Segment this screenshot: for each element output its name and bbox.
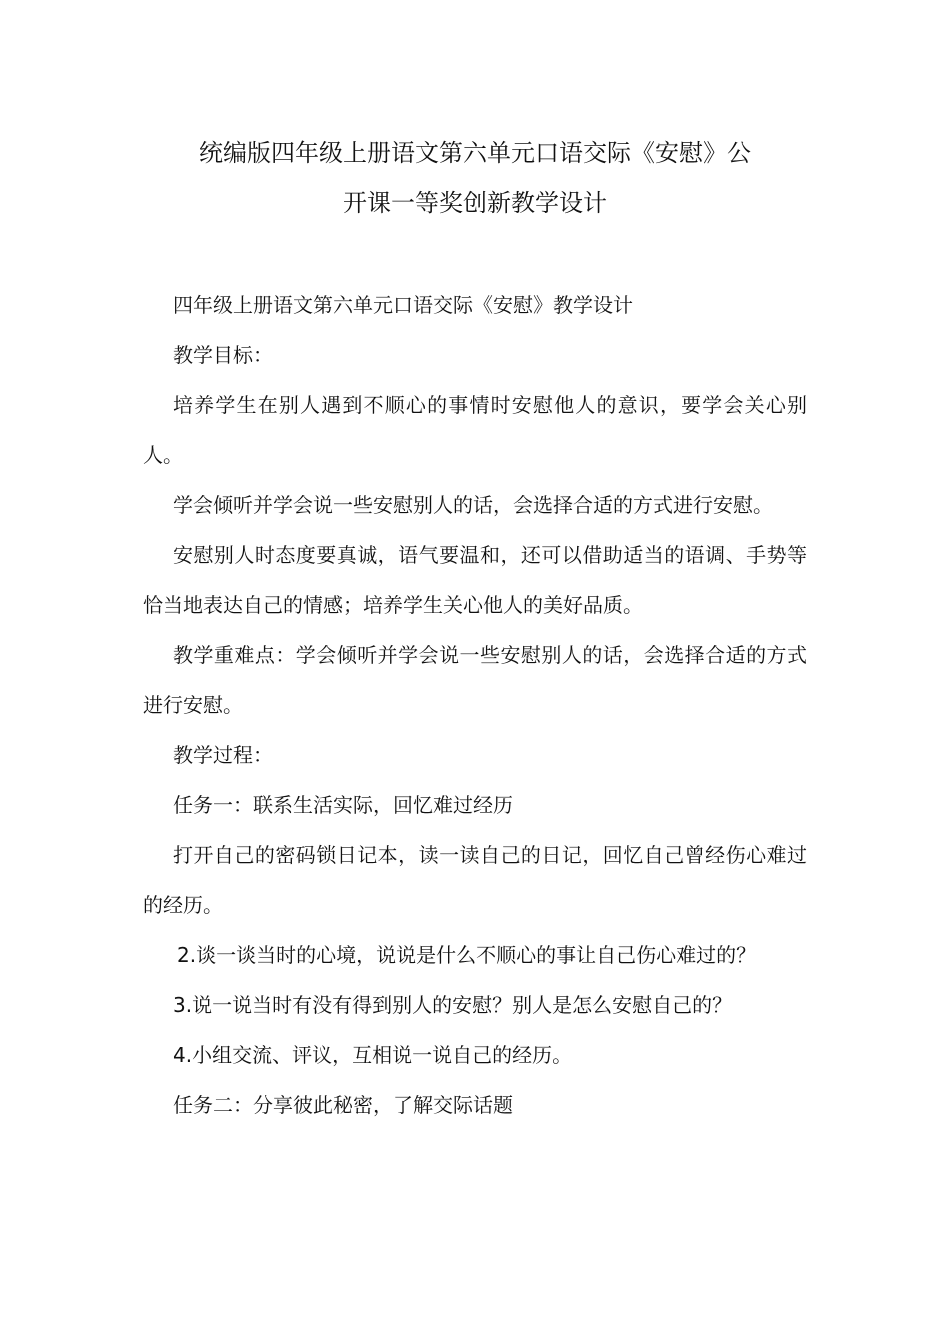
paragraph-process-heading: 教学过程： [173,743,273,767]
paragraph-subtitle: 四年级上册语文第六单元口语交际《安慰》教学设计 [173,293,633,317]
paragraph-task-2-heading: 任务二：分享彼此秘密，了解交际话题 [173,1093,513,1117]
document-body [143,280,807,1130]
title-line-2: 开课一等奖创新教学设计 [343,189,607,217]
paragraph-task-1-step-2: 2.谈一谈当时的心境，说说是什么不顺心的事让自己伤心难过的？ [177,943,757,967]
paragraph-task-1-step-1: 打开自己的密码锁日记本，读一读自己的日记，回忆自己曾经伤心难过的经历。 [143,843,807,917]
paragraph-task-1-heading: 任务一：联系生活实际，回忆难过经历 [173,793,513,817]
paragraph-objectives-heading: 教学目标： [173,343,273,367]
paragraph-task-1-step-3: 3.说一说当时有没有得到别人的安慰？别人是怎么安慰自己的？ [173,993,733,1017]
paragraph-key-points: 教学重难点：学会倾听并学会说一些安慰别人的话，会选择合适的方式进行安慰。 [143,643,807,717]
paragraph-objective-3: 安慰别人时态度要真诚，语气要温和，还可以借助适当的语调、手势等恰当地表达自己的情感；培养学生关心他人的美好品质。 [143,543,807,617]
document-title [143,128,807,228]
paragraph-objective-1: 培养学生在别人遇到不顺心的事情时安慰他人的意识，要学会关心别人。 [143,393,807,467]
title-line-1: 统编版四年级上册语文第六单元口语交际《安慰》公 [199,139,751,167]
paragraph-objective-2: 学会倾听并学会说一些安慰别人的话，会选择合适的方式进行安慰。 [173,493,773,517]
paragraph-task-1-step-4: 4.小组交流、评议，互相说一说自己的经历。 [173,1043,573,1067]
